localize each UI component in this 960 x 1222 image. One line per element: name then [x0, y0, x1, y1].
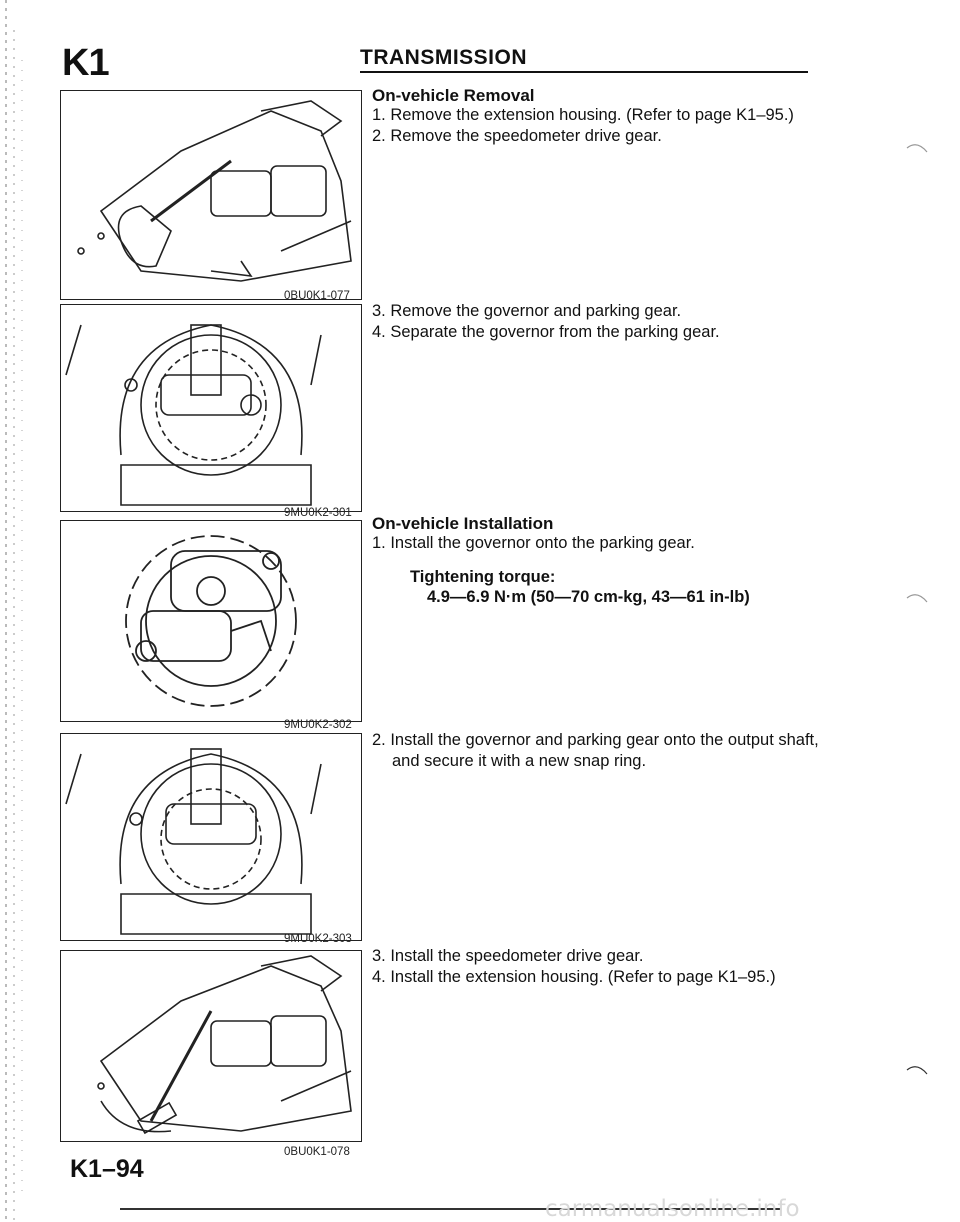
governor-install-illustration [61, 734, 361, 940]
figure-governor-installation [60, 733, 362, 941]
torque-value: 4.9—6.9 N·m (50—70 cm-kg, 43—61 in-lb) [427, 588, 750, 606]
removal-heading: On-vehicle Removal [372, 86, 535, 105]
transmission-illustration [61, 91, 361, 299]
removal-step-2: 2. Remove the speedometer drive gear. [372, 127, 662, 145]
installation-heading: On-vehicle Installation [372, 514, 554, 533]
transmission-install-illustration [61, 951, 361, 1141]
figure-governor-on-shaft [60, 304, 362, 512]
governor-gear-illustration [61, 521, 361, 721]
figure-extension-housing-install [60, 950, 362, 1142]
header-rule [360, 71, 808, 73]
installation-step-2: 2. Install the governor and parking gear onto the output shaft, [372, 731, 819, 749]
margin-mark [905, 140, 930, 170]
figure-caption: 0BU0K1-078 [284, 1146, 350, 1158]
margin-mark [905, 1062, 930, 1092]
removal-step-1: 1. Remove the extension housing. (Refer to page K1–95.) [372, 106, 794, 124]
figure-caption: 9MU0K2-301 [284, 507, 352, 519]
watermark: carmanualsonline.info [545, 1196, 800, 1222]
figure-caption: 9MU0K2-303 [284, 933, 352, 945]
installation-step-4: 4. Install the extension housing. (Refer to page K1–95.) [372, 968, 776, 986]
figure-caption: 0BU0K1-077 [284, 290, 350, 302]
removal-step-3: 3. Remove the governor and parking gear. [372, 302, 682, 320]
governor-illustration [61, 305, 361, 511]
page-number: K1–94 [70, 1155, 144, 1183]
figure-caption: 9MU0K2-302 [284, 719, 352, 731]
installation-step-3: 3. Install the speedometer drive gear. [372, 947, 644, 965]
installation-step-2-cont: and secure it with a new snap ring. [392, 752, 647, 770]
page-title: TRANSMISSION [360, 46, 528, 69]
figure-extension-housing-removal [60, 90, 362, 300]
binding-edge-marks [0, 0, 30, 1222]
torque-label: Tightening torque: [410, 568, 556, 586]
removal-step-4: 4. Separate the governor from the parking gear. [372, 323, 720, 341]
section-code: K1 [62, 42, 109, 84]
margin-mark [905, 590, 930, 620]
figure-governor-parking-gear [60, 520, 362, 722]
installation-step-1: 1. Install the governor onto the parking gear. [372, 534, 695, 552]
